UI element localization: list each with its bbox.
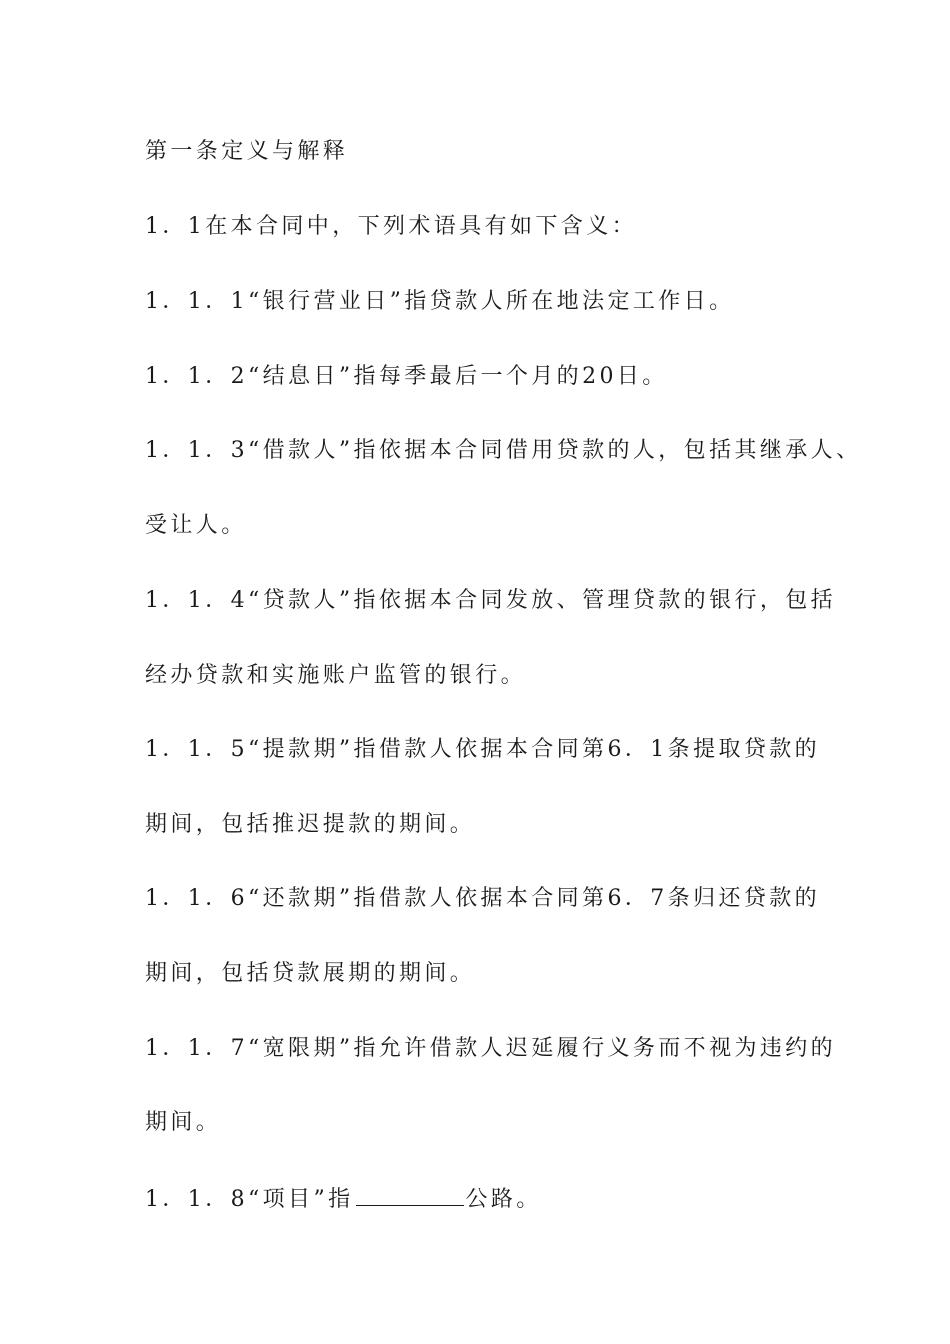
clause-line: 期间，包括贷款展期的期间。 (145, 961, 476, 986)
section-heading: 第一条定义与解释 (145, 139, 349, 164)
fill-in-blank (356, 1183, 464, 1206)
clause-line: 受让人。 (145, 513, 247, 538)
clause-text-after-blank: 公路。 (465, 1187, 542, 1212)
clause-line: 1．1．7“宽限期”指允许借款人迟延履行义务而不视为违约的 (145, 1036, 837, 1061)
clause-line: 1．1．4“贷款人”指依据本合同发放、管理贷款的银行，包括 (145, 588, 837, 613)
clause-text-before-blank: 1．1．8“项目”指 (145, 1187, 354, 1212)
clause-line: 1．1．1“银行营业日”指贷款人所在地法定工作日。 (145, 289, 735, 314)
clause-line: 经办贷款和实施账户监管的银行。 (145, 663, 527, 688)
clause-line: 期间。 (145, 1110, 222, 1135)
clause-line: 1．1．2“结息日”指每季最后一个月的20日。 (145, 364, 668, 389)
clause-line: 1．1在本合同中，下列术语具有如下含义： (145, 214, 637, 239)
clause-line: 1．1．6“还款期”指借款人依据本合同第6．7条归还贷款的 (145, 886, 821, 911)
clause-line: 1．1．3“借款人”指依据本合同借用贷款的人，包括其继承人、 (145, 438, 862, 463)
clause-line-project (145, 1183, 542, 1215)
clause-line: 期间，包括推迟提款的期间。 (145, 812, 476, 837)
clause-line: 1．1．5“提款期”指借款人依据本合同第6．1条提取贷款的 (145, 737, 821, 762)
